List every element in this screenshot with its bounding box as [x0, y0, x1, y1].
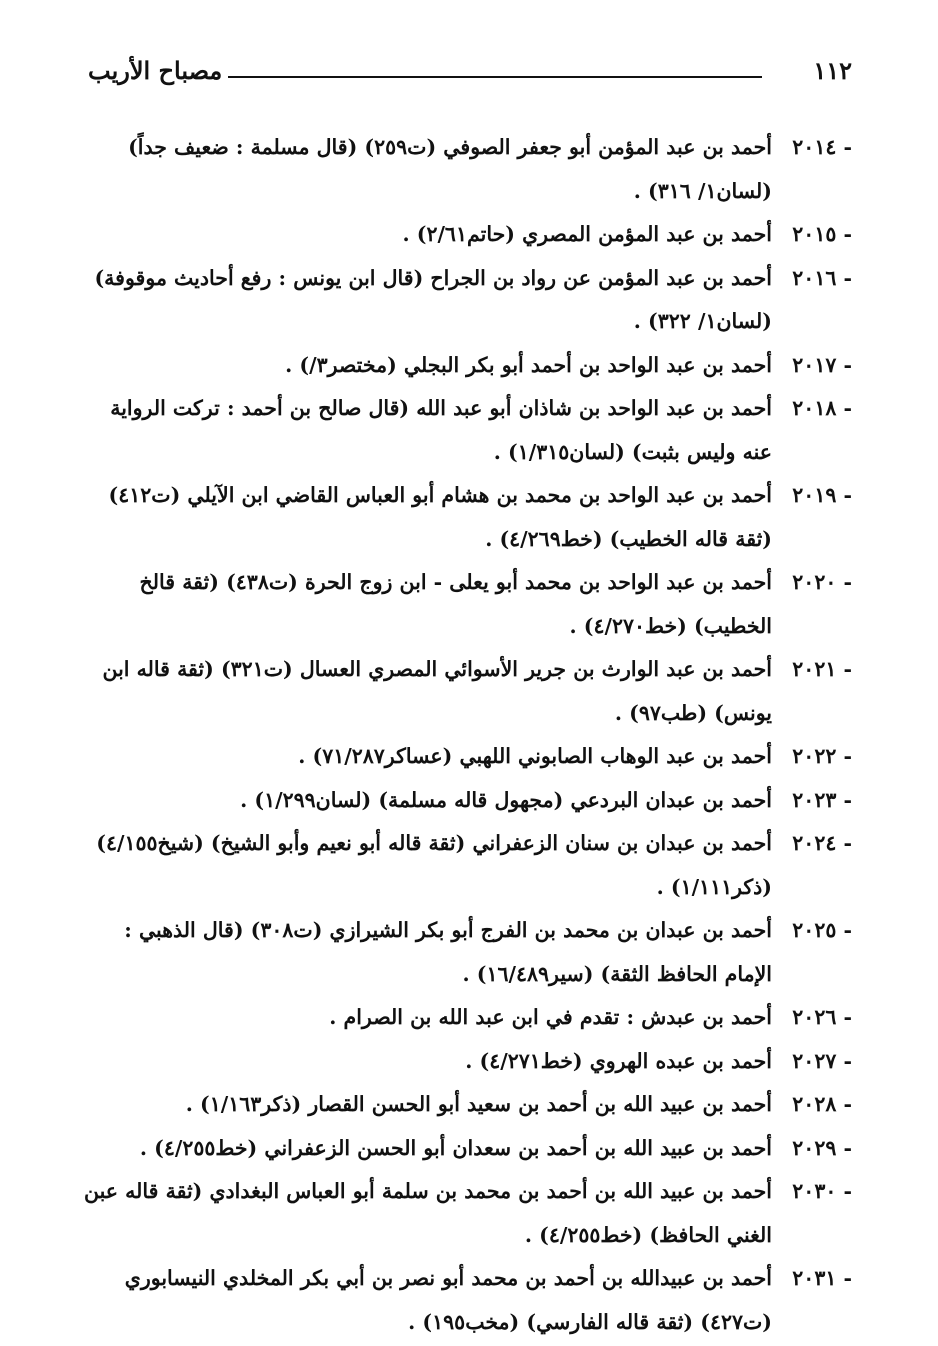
entry-number: ٢٠٢٤ - — [792, 831, 852, 855]
entry-2014 — [78, 126, 852, 213]
entry-text: أحمد بن عبد الوارث بن جرير الأسوائي المصري العسال (ت٣٢١) (ثقة قاله ابن يونس) (طب٩٧) . — [102, 657, 772, 725]
entry-text: أحمد بن عبد المؤمن أبو جعفر الصوفي (ت٢٥٩) (قال مسلمة : ضعيف جداً) (لسان١/ ٣١٦) . — [128, 135, 772, 203]
entry-number: ٢٠٢٥ - — [792, 918, 852, 942]
entry-2018 — [78, 387, 852, 474]
entry-number: ٢٠٢٠ - — [792, 570, 852, 594]
entry-text: أحمد بن عبد المؤمن المصري (حاتم٢/٦١) . — [402, 222, 772, 246]
entry-number: ٢٠٢٩ - — [792, 1135, 852, 1160]
entry-2017 — [78, 344, 852, 388]
book-title: مصباح الأريب — [88, 56, 223, 85]
entry-number: ٢٠١٥ - — [792, 222, 852, 246]
page-header — [78, 56, 852, 96]
entry-number: ٢٠١٦ - — [792, 265, 852, 290]
entry-2022 — [78, 735, 852, 779]
entry-text: أحمد بن عبد الواحد بن شاذان أبو عبد الله (قال صالح بن أحمد : تركت الرواية عنه وليس بثبت) (لسان١/٣١٥) . — [110, 396, 772, 464]
entry-text: أحمد بن عبد المؤمن عن رواد بن الجراح (قال ابن يونس : رفع أحاديث موقوفة) (لسان١/ ٣٢٢) . — [94, 265, 772, 333]
entry-2021 — [78, 648, 852, 735]
entry-number: ٢٠٢٧ - — [792, 1048, 852, 1073]
entry-2030 — [78, 1170, 852, 1257]
entry-text: أحمد بن عبد الواحد بن محمد أبو يعلى - ابن زوج الحرة (ت٤٣٨) (ثقة قالخ الخطيب) (خط٤/٢٧٠) . — [139, 570, 772, 638]
entry-number: ٢٠٣٠ - — [792, 1179, 852, 1203]
entry-2020 — [78, 561, 852, 648]
entry-number: ٢٠١٩ - — [792, 483, 852, 507]
entry-text: أحمد بن عبدان بن سنان الزعفراني (ثقة قاله أبو نعيم وأبو الشيخ) (شيخ٤/١٥٥) (ذكر١/١١١) . — [96, 831, 772, 899]
entry-text: أحمد بن عبدان بن محمد بن الفرج أبو بكر الشيرازي (ت٣٠٨) (قال الذهبي : الإمام الحافظ الثقة) (سير١٦/٤٨٩) . — [124, 918, 772, 986]
entry-number: ٢٠٢٨ - — [792, 1092, 852, 1116]
entry-2024 — [78, 822, 852, 909]
entry-text: أحمد بن عبدش : تقدم في ابن عبد الله بن الصرام . — [329, 1005, 772, 1029]
entry-number: ٢٠٢١ - — [792, 657, 852, 681]
entry-2031 — [78, 1257, 852, 1344]
entry-2025 — [78, 909, 852, 996]
entry-text: أحمد بن عبد الواحد بن محمد بن هشام أبو العباس القاضي ابن الآيلي (ت٤١٢) (ثقة قاله الخطيب) (خط٤/٢٦٩) . — [108, 483, 772, 551]
page-number: ١١٢ — [813, 56, 852, 85]
entry-text: أحمد بن عبيد الله بن أحمد بن محمد بن سلمة أبو العباس البغدادي (ثقة قاله عبن الغني الحافظ) (خط٤/٢٥٥) . — [84, 1179, 772, 1247]
entry-number: ٢٠٣١ - — [792, 1266, 852, 1290]
entry-text: أحمد بن عبد الواحد بن أحمد أبو بكر البجلي (مختصر٣/) . — [285, 352, 772, 377]
entry-2029 — [78, 1127, 852, 1171]
entry-number: ٢٠٢٦ - — [792, 1005, 852, 1029]
entry-2026 — [78, 996, 852, 1040]
entry-text: أحمد بن عبيد الله بن أحمد بن سعيد أبو الحسن القصار (ذكر١/١٦٣) . — [185, 1092, 772, 1116]
entry-text: أحمد بن عبيدالله بن أحمد بن محمد أبو نصر بن أبي بكر المخلدي النيسابوري (ت٤٢٧) (ثقة قاله الفارسي) (مخب١٩٥) . — [124, 1266, 772, 1334]
entry-text: أحمد بن عبده الهروي (خط٤/٢٧١) . — [465, 1048, 772, 1073]
entry-number: ٢٠١٤ - — [792, 135, 852, 159]
entry-text: أحمد بن عبدان البردعي (مجهول قاله مسلمة) (لسان١/٢٩٩) . — [240, 787, 772, 812]
entry-2019 — [78, 474, 852, 561]
header-rule — [228, 76, 762, 78]
entry-2016 — [78, 257, 852, 344]
entry-number: ٢٠١٨ - — [792, 396, 852, 420]
entry-2028 — [78, 1083, 852, 1127]
entry-text: أحمد بن عبد الوهاب الصابوني اللهبي (عساكر٧١/٢٨٧) . — [298, 744, 772, 768]
entry-2023 — [78, 779, 852, 823]
entry-2015 — [78, 213, 852, 257]
entry-number: ٢٠١٧ - — [792, 352, 852, 377]
entry-number: ٢٠٢٢ - — [792, 744, 852, 768]
entry-text: أحمد بن عبيد الله بن أحمد بن سعدان أبو الحسن الزعفراني (خط٤/٢٥٥) . — [139, 1135, 772, 1160]
entry-2027 — [78, 1040, 852, 1084]
entry-list — [78, 126, 852, 1344]
entry-number: ٢٠٢٣ - — [792, 787, 852, 812]
